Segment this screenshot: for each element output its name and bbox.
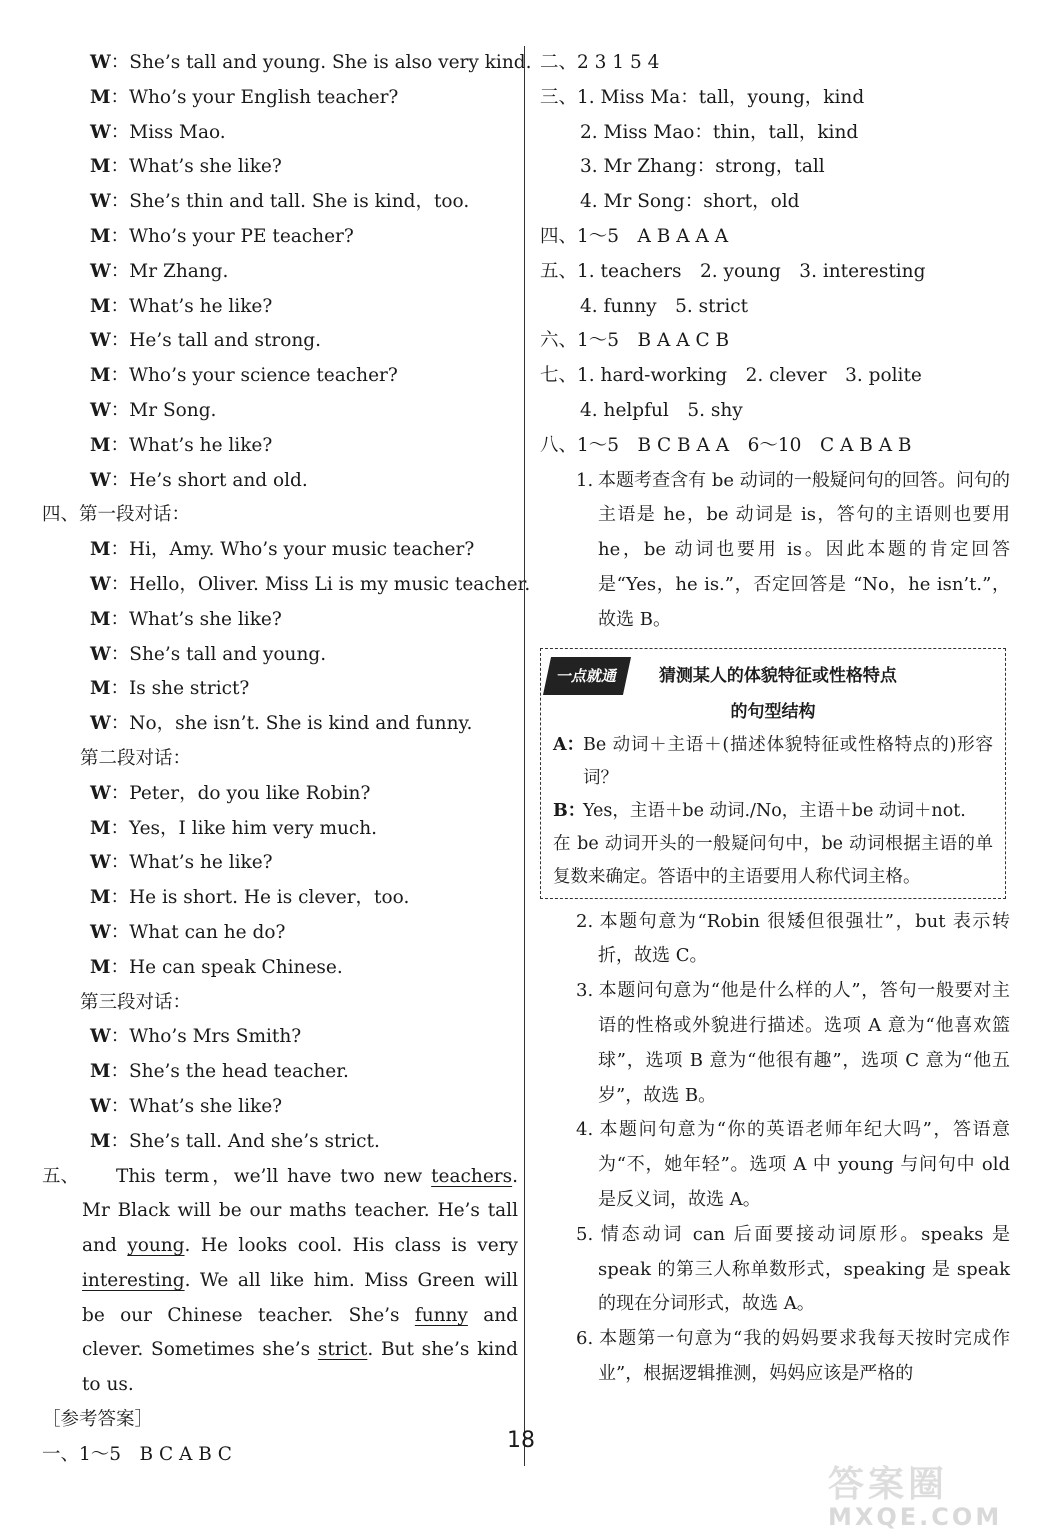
explanation-item: 4. 本题问句意为“你的英语老师年纪大吗”，答语意为“不，她年轻”。选项 A 中 young 与问句中 old 是反义词，故选 A。 bbox=[576, 1119, 1010, 1210]
blank-answer: interesting bbox=[82, 1269, 185, 1291]
explanation-item: 5. 情态动词 can 后面要接动词原形。speaks 是 speak 的第三人称单数形式，speaking 是 speak 的现在分词形式，故选 A。 bbox=[576, 1223, 1010, 1315]
answer-3-2: 2. Miss Mao：thin，tall，kind bbox=[580, 121, 859, 143]
tip-box bbox=[540, 648, 1006, 899]
explanation-item: 3. 本题问句意为“他是什么样的人”，答句一般要对主语的性格或外貌进行描述。选项 A 意为“他喜欢篮球”，选项 B 意为“他很有趣”，选项 C 意为“他五岁”，故选 B。 bbox=[576, 980, 1010, 1106]
dialog-line: M：She’s the head teacher. bbox=[90, 1061, 349, 1083]
watermark-logo bbox=[828, 1466, 1028, 1532]
dialog-2 bbox=[42, 777, 518, 986]
dialog-text: What’s he like? bbox=[129, 434, 273, 456]
dialog-text: Miss Mao. bbox=[129, 121, 226, 143]
dialog-text: He can speak Chinese. bbox=[129, 956, 343, 978]
explanation-1: 1. 本题考查含有 be 动词的一般疑问句的回答。问句的主语是 he，be 动词是 is，答句的主语则也要用 he，be 动词也要用 is。因此本题的肯定回答是“Yes，he is.”，否定回答是 “No，he isn’t.”，故选 B。 bbox=[576, 469, 1010, 630]
tip-note: 在 be 动词开头的一般疑问句中，be 动词根据主语的单复数来确定。答语中的主语要用人称代词主格。 bbox=[553, 833, 993, 887]
dialog-text: What’s he like? bbox=[129, 295, 273, 317]
speaker-label: M bbox=[90, 887, 111, 909]
dialog-line: M：He is short. He is clever，too. bbox=[90, 887, 410, 909]
dialog-line: W：What’s he like? bbox=[90, 852, 273, 874]
dialog-line: M：Who’s your English teacher? bbox=[90, 86, 399, 108]
speaker-label: W bbox=[90, 1026, 111, 1048]
answer-7b: 4. helpful 5. shy bbox=[580, 399, 743, 421]
speaker-label: W bbox=[90, 713, 111, 735]
dialog-line: M：Yes，I like him very much. bbox=[90, 817, 378, 839]
dialog-text: She’s tall and young. She is also very kind. bbox=[129, 52, 532, 73]
section-4-label: 四、第一段对话： bbox=[42, 504, 191, 526]
dialog-line: W：Hello，Oliver. Miss Li is my music teacher. bbox=[90, 573, 531, 595]
speaker-label: M bbox=[90, 956, 111, 978]
tip-b: B：Yes，主语＋be 动词./No，主语＋be 动词＋not. bbox=[553, 800, 966, 821]
dialog-line: W：He’s tall and strong. bbox=[90, 330, 322, 352]
dialog-line: W：Miss Mao. bbox=[90, 121, 226, 143]
speaker-label: M bbox=[90, 434, 111, 456]
dialog-line: M：Who’s your PE teacher? bbox=[90, 225, 354, 247]
dialog-3-label: 第三段对话： bbox=[80, 991, 192, 1013]
dialog-text: He is short. He is clever，too. bbox=[129, 887, 410, 909]
dialog-line: M：Who’s your science teacher? bbox=[90, 365, 398, 387]
dialog-line: W：He’s short and old. bbox=[90, 469, 308, 491]
dialog-line: W：Peter，do you like Robin? bbox=[90, 782, 371, 804]
speaker-label: W bbox=[90, 573, 111, 595]
answer-7a: 七、1. hard-working 2. clever 3. polite bbox=[540, 365, 922, 387]
explanation-item: 2. 本题句意为“Robin 很矮但很强壮”，but 表示转折，故选 C。 bbox=[576, 910, 1010, 967]
dialog-text: What’s she like? bbox=[129, 1095, 283, 1117]
dialog-text: What’s she like? bbox=[129, 608, 282, 630]
dialog-text: Mr Zhang. bbox=[129, 260, 229, 282]
dialog-line: M：What’s she like? bbox=[90, 608, 282, 630]
speaker-label: M bbox=[90, 225, 111, 247]
dialog-text: Who’s your English teacher? bbox=[129, 86, 399, 108]
dialog-line: W：She’s tall and young. bbox=[90, 643, 327, 665]
dialog-3 bbox=[42, 1020, 518, 1159]
answer-4: 四、1～5 A B A A A bbox=[540, 225, 729, 247]
speaker-label: W bbox=[90, 121, 111, 143]
dialog-line: W：She’s thin and tall. She is kind，too. bbox=[90, 191, 470, 213]
column-divider bbox=[524, 46, 525, 1466]
answer-5b: 4. funny 5. strict bbox=[580, 295, 749, 317]
dialog-text: What’s she like? bbox=[129, 156, 282, 178]
answer-8: 八、1～5 B C B A A 6～10 C A B A B bbox=[540, 434, 912, 456]
answer-key-label: ［参考答案］ bbox=[42, 1409, 154, 1431]
dialog-line: W：Mr Song. bbox=[90, 399, 217, 421]
dialog-line: W：What’s she like? bbox=[90, 1095, 283, 1117]
dialog-text: Is she strict? bbox=[129, 678, 250, 700]
answer-3-1: 三、1. Miss Ma：tall，young，kind bbox=[540, 86, 865, 108]
watermark-bottom: MXQE.COM bbox=[828, 1503, 1003, 1531]
dialog-2-label: 第二段对话： bbox=[80, 747, 192, 769]
answer-1: 一、1～5 B C A B C bbox=[42, 1443, 232, 1465]
section-5-label: 五、 bbox=[42, 1165, 80, 1187]
speaker-label: W bbox=[90, 399, 111, 421]
answer-3-3: 3. Mr Zhang：strong，tall bbox=[580, 156, 825, 178]
tip-a: A：Be 动词＋主语＋(描述体貌特征或性格特点的)形容词？ bbox=[553, 734, 993, 788]
blank-answer: young bbox=[127, 1235, 185, 1257]
section-5-passage: 五、 This term，we’ll have two new teachers. Mr Black will be our maths teacher. He’s tall and young. He looks cool. His class is very interesting. We all like him. Miss Green will be our Chinese teacher. She’s funny and clever. Sometimes she’s strict. But she’s kind to us. bbox=[42, 1160, 518, 1404]
answer-5a: 五、1. teachers 2. young 3. interesting bbox=[540, 260, 926, 282]
dialog-text: Hello，Oliver. Miss Li is my music teacher. bbox=[129, 573, 531, 595]
speaker-label: W bbox=[90, 852, 111, 874]
speaker-label: W bbox=[90, 469, 111, 491]
dialog-line: M：Hi，Amy. Who’s your music teacher? bbox=[90, 539, 475, 561]
dialog-text: He’s tall and strong. bbox=[129, 330, 322, 352]
tip-title-2: 的句型结构 bbox=[730, 701, 816, 722]
speaker-label: M bbox=[90, 1130, 111, 1152]
dialog-line: W：Mr Zhang. bbox=[90, 260, 229, 282]
dialog-line: M：Is she strict? bbox=[90, 678, 250, 700]
dialog-text: Who’s your PE teacher? bbox=[129, 225, 354, 247]
right-column bbox=[540, 46, 1010, 1392]
speaker-label: W bbox=[90, 643, 111, 665]
dialog-line: W：She’s tall and young. She is also very kind. bbox=[90, 52, 532, 73]
speaker-label: W bbox=[90, 782, 111, 804]
dialog-line: M：He can speak Chinese. bbox=[90, 956, 343, 978]
speaker-label: M bbox=[90, 678, 111, 700]
answer-3-4: 4. Mr Song：short，old bbox=[580, 191, 800, 213]
dialog-text: What’s he like? bbox=[129, 852, 273, 874]
explanation-item: 6. 本题第一句意为“我的妈妈要求我每天按时完成作业”，根据逻辑推测，妈妈应该是严格的 bbox=[576, 1328, 1010, 1384]
dialog-text: Mr Song. bbox=[129, 399, 217, 421]
speaker-label: M bbox=[90, 1061, 111, 1083]
dialog-text: Who’s Mrs Smith? bbox=[129, 1026, 302, 1048]
speaker-label: M bbox=[90, 295, 111, 317]
dialog-text: What can he do? bbox=[129, 921, 286, 943]
dialog-text: She’s thin and tall. She is kind，too. bbox=[129, 191, 470, 213]
dialog-line: W：No，she isn’t. She is kind and funny. bbox=[90, 713, 473, 735]
blank-answer: strict bbox=[317, 1339, 368, 1361]
explanations bbox=[540, 905, 1010, 1392]
tip-title: 猜测某人的体貌特征或性格特点 bbox=[658, 665, 897, 686]
speaker-label: M bbox=[90, 539, 111, 561]
blank-answer: funny bbox=[414, 1304, 468, 1326]
speaker-label: W bbox=[90, 52, 111, 73]
speaker-label: M bbox=[90, 817, 111, 839]
dialog-text: She’s tall. And she’s strict. bbox=[129, 1130, 380, 1152]
dialog-text: Peter，do you like Robin? bbox=[129, 782, 371, 804]
page-number: 18 bbox=[507, 1428, 535, 1453]
dialog-line: M：What’s she like? bbox=[90, 156, 282, 178]
answer-6: 六、1～5 B A A C B bbox=[540, 330, 730, 352]
speaker-label: W bbox=[90, 260, 111, 282]
dialog-top bbox=[42, 46, 532, 498]
dialog-text: He’s short and old. bbox=[129, 469, 308, 491]
dialog-text: Who’s your science teacher? bbox=[129, 365, 398, 387]
dialog-1 bbox=[42, 533, 531, 742]
speaker-label: M bbox=[90, 86, 111, 108]
dialog-line: M：What’s he like? bbox=[90, 434, 273, 456]
dialog-text: She’s the head teacher. bbox=[129, 1061, 349, 1083]
tip-tag: 一点就通 bbox=[543, 657, 631, 695]
speaker-label: W bbox=[90, 921, 111, 943]
speaker-label: W bbox=[90, 330, 111, 352]
dialog-text: Hi，Amy. Who’s your music teacher? bbox=[129, 539, 475, 561]
blank-answer: teachers bbox=[431, 1165, 513, 1187]
dialog-line: W：What can he do? bbox=[90, 921, 286, 943]
dialog-text: Yes，I like him very much. bbox=[129, 817, 378, 839]
speaker-label: M bbox=[90, 156, 111, 178]
dialog-text: She’s tall and young. bbox=[129, 643, 327, 665]
answer-2: 二、2 3 1 5 4 bbox=[540, 52, 660, 73]
watermark-top: 答案圈 bbox=[828, 1464, 949, 1505]
dialog-line: M：She’s tall. And she’s strict. bbox=[90, 1130, 380, 1152]
dialog-line: W：Who’s Mrs Smith? bbox=[90, 1026, 302, 1048]
dialog-line: M：What’s he like? bbox=[90, 295, 273, 317]
speaker-label: W bbox=[90, 191, 111, 213]
dialog-text: No，she isn’t. She is kind and funny. bbox=[129, 713, 473, 735]
speaker-label: M bbox=[90, 608, 111, 630]
speaker-label: M bbox=[90, 365, 111, 387]
speaker-label: W bbox=[90, 1095, 111, 1117]
